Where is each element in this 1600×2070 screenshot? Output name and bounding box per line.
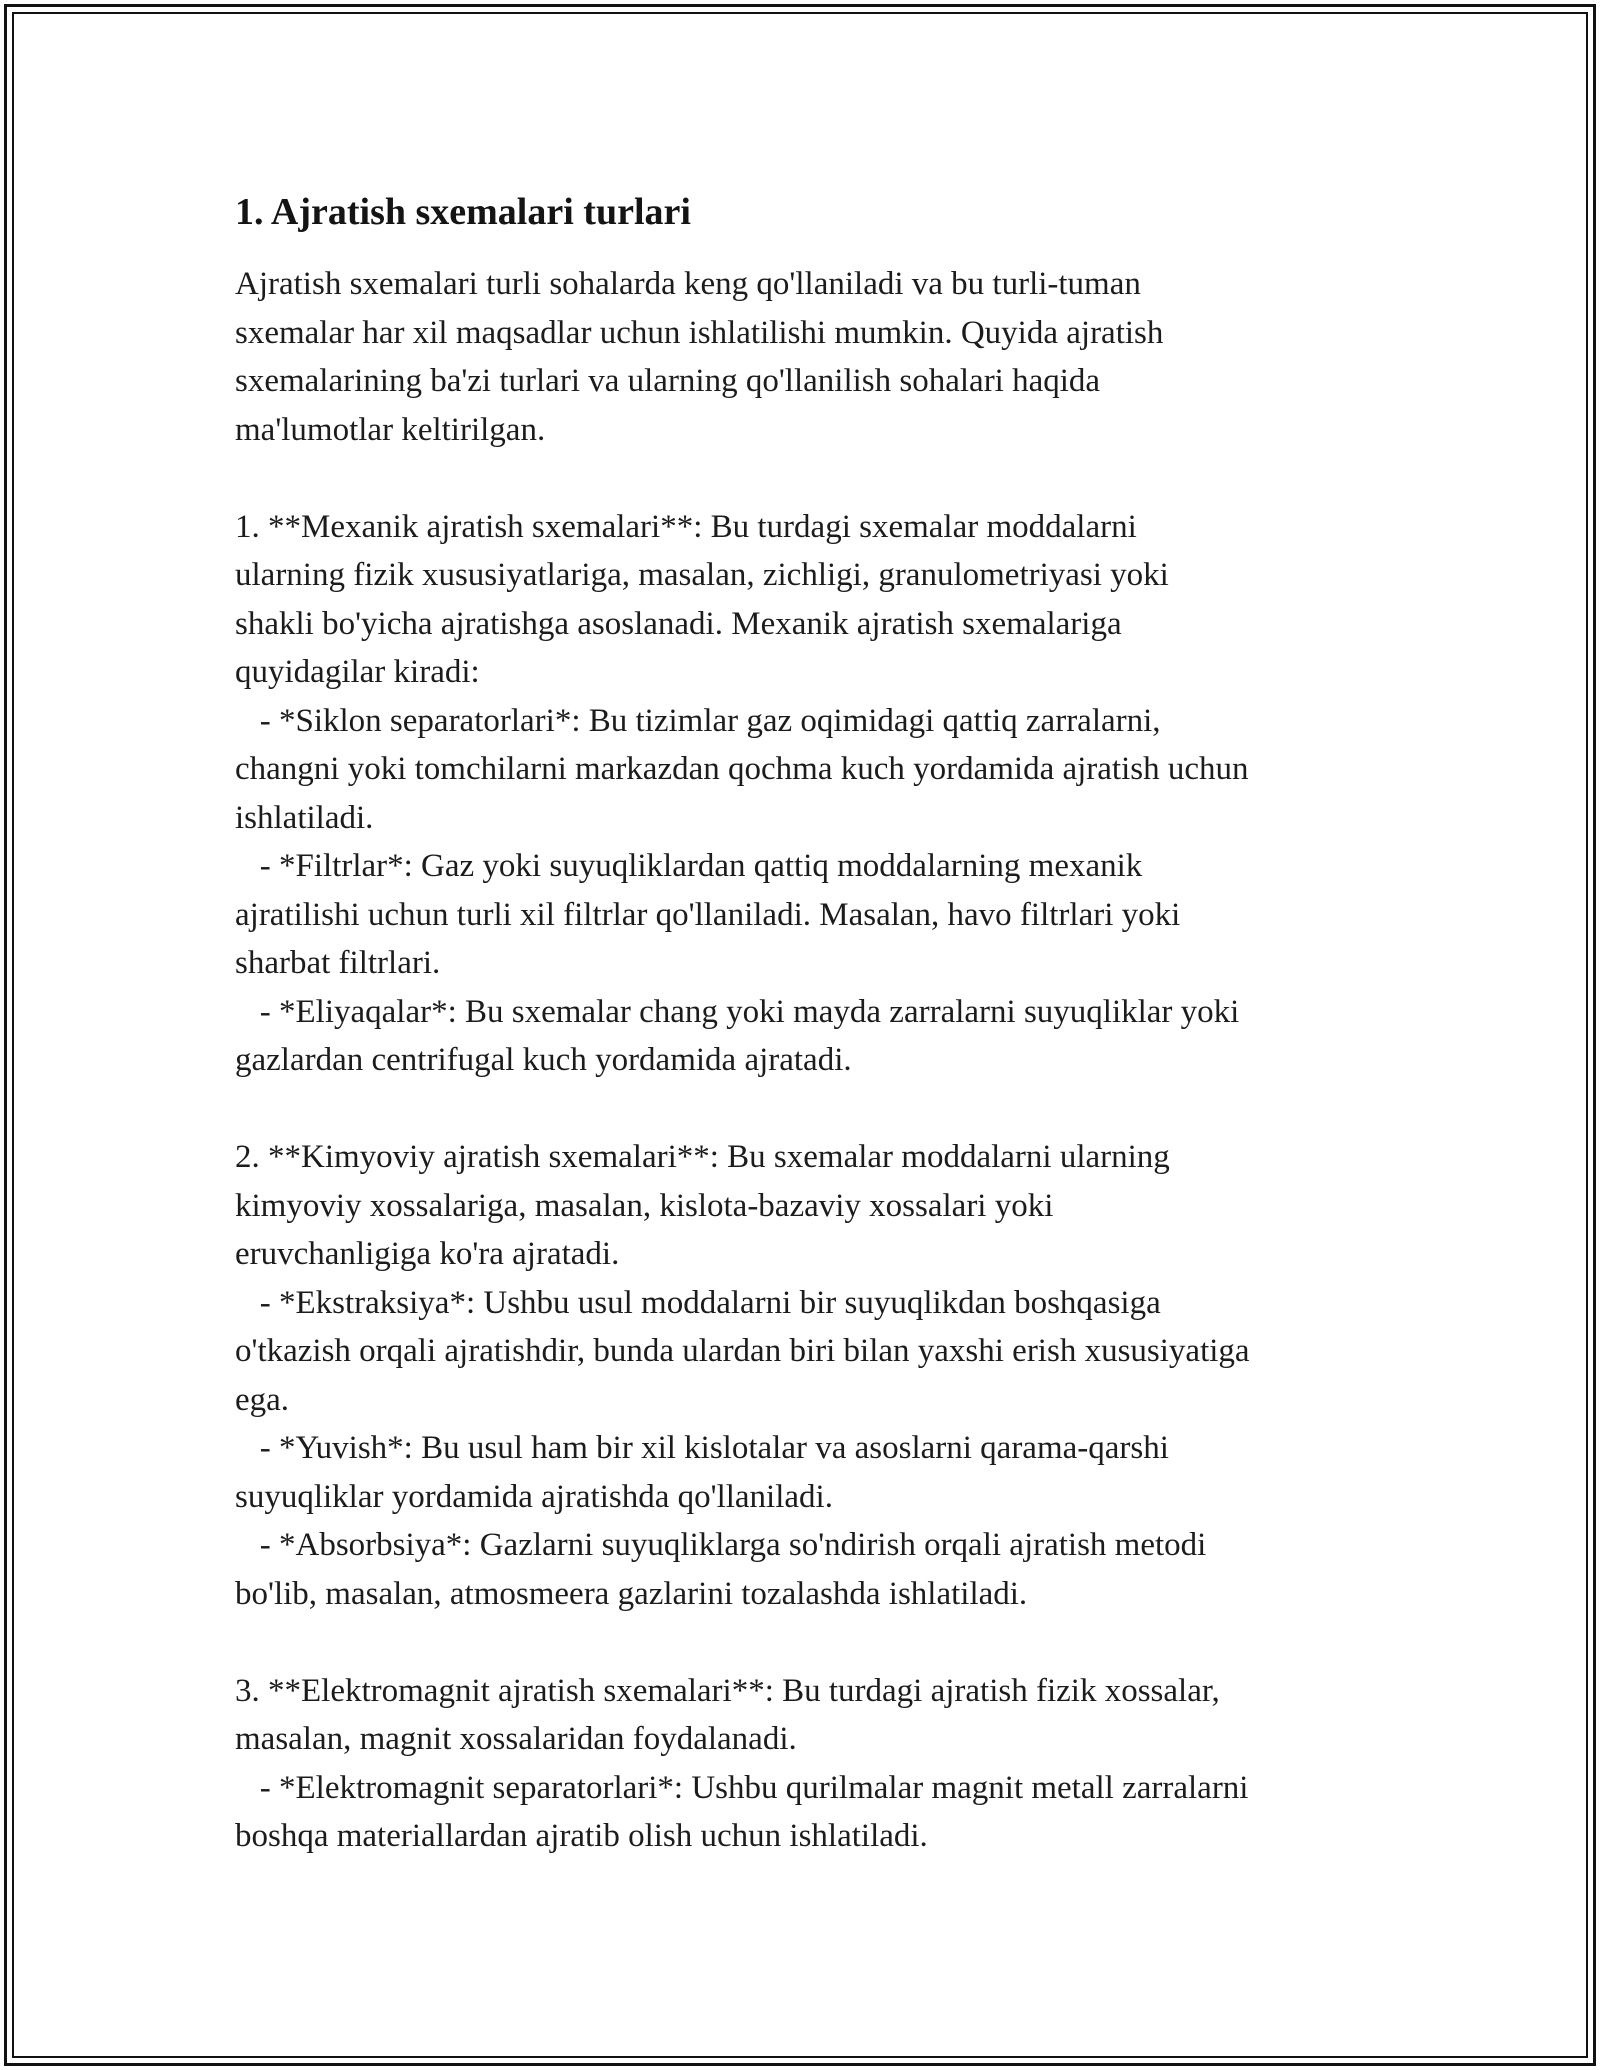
- paragraph-gap: [235, 1085, 1385, 1134]
- intro-paragraph: Ajratish sxemalari turli sohalarda keng qo'llaniladi va bu turli-tuman sxemalar har xil maqsadlar uchun ishlatilishi mumkin. Quyida ajratish sxemalarining ba'zi turlari va ularning qo'llanilish sohalari haqida ma'lumotlar keltirilgan.: [235, 266, 1164, 448]
- electromagnetic-section: 3. **Elektromagnit ajratish sxemalari**: Bu turdagi ajratish fizik xossalar, masalan, magnit xossalaridan foydalanadi. - *Elektromagnit separatorlari*: Ushbu qurilmalar magnit metall zarralarni boshqa materiallardan ajratib olish uchun ishlatiladi.: [235, 1672, 1249, 1854]
- mechanical-section: 1. **Mexanik ajratish sxemalari**: Bu turdagi sxemalar moddalarni ularning fizik xususiyatlariga, masalan, zichligi, granulometriyasi yoki shakli bo'yicha ajratishga asoslanadi. Mexanik ajratish sxemalariga quyidagilar kiradi: - *Siklon separatorlari*: Bu tizimlar gaz oqimidagi qattiq zarralarni, changni yoki tomchilarni markazdan qochma kuch yordamida ajratish uchun ishlatiladi. - *Filtrlar*: Gaz yoki suyuqliklardan qattiq moddalarning mexanik ajratilishi uchun turli xil filtrlar qo'llaniladi. Masalan, havo filtrlari yoki sharbat filtrlari. - *Eliyaqalar*: Bu sxemalar chang yoki mayda zarralarni suyuqliklar yoki gazlardan centrifugal kuch yordamida ajratadi.: [235, 508, 1249, 1078]
- paragraph-gap: [235, 454, 1385, 503]
- chemical-section: 2. **Kimyoviy ajratish sxemalari**: Bu sxemalar moddalarni ularning kimyoviy xossalariga, masalan, kislota-bazaviy xossalari yoki eruvchanligiga ko'ra ajratadi. - *Ekstraksiya*: Ushbu usul moddalarni bir suyuqlikdan boshqasiga o'tkazish orqali ajratishdir, bunda ulardan biri bilan yaxshi erish xususiyatiga ega. - *Yuvish*: Bu usul ham bir xil kislotalar va asoslarni qarama-qarshi suyuqliklar yordamida ajratishda qo'llaniladi. - *Absorbsiya*: Gazlarni suyuqliklarga so'ndirish orqali ajratish metodi bo'lib, masalan, atmosmeera gazlarini tozalashda ishlatiladi.: [235, 1139, 1250, 1612]
- document-heading: 1. Ajratish sxemalari turlari: [235, 191, 691, 233]
- document-body: [235, 186, 1385, 1861]
- paragraph-gap: [235, 1618, 1385, 1667]
